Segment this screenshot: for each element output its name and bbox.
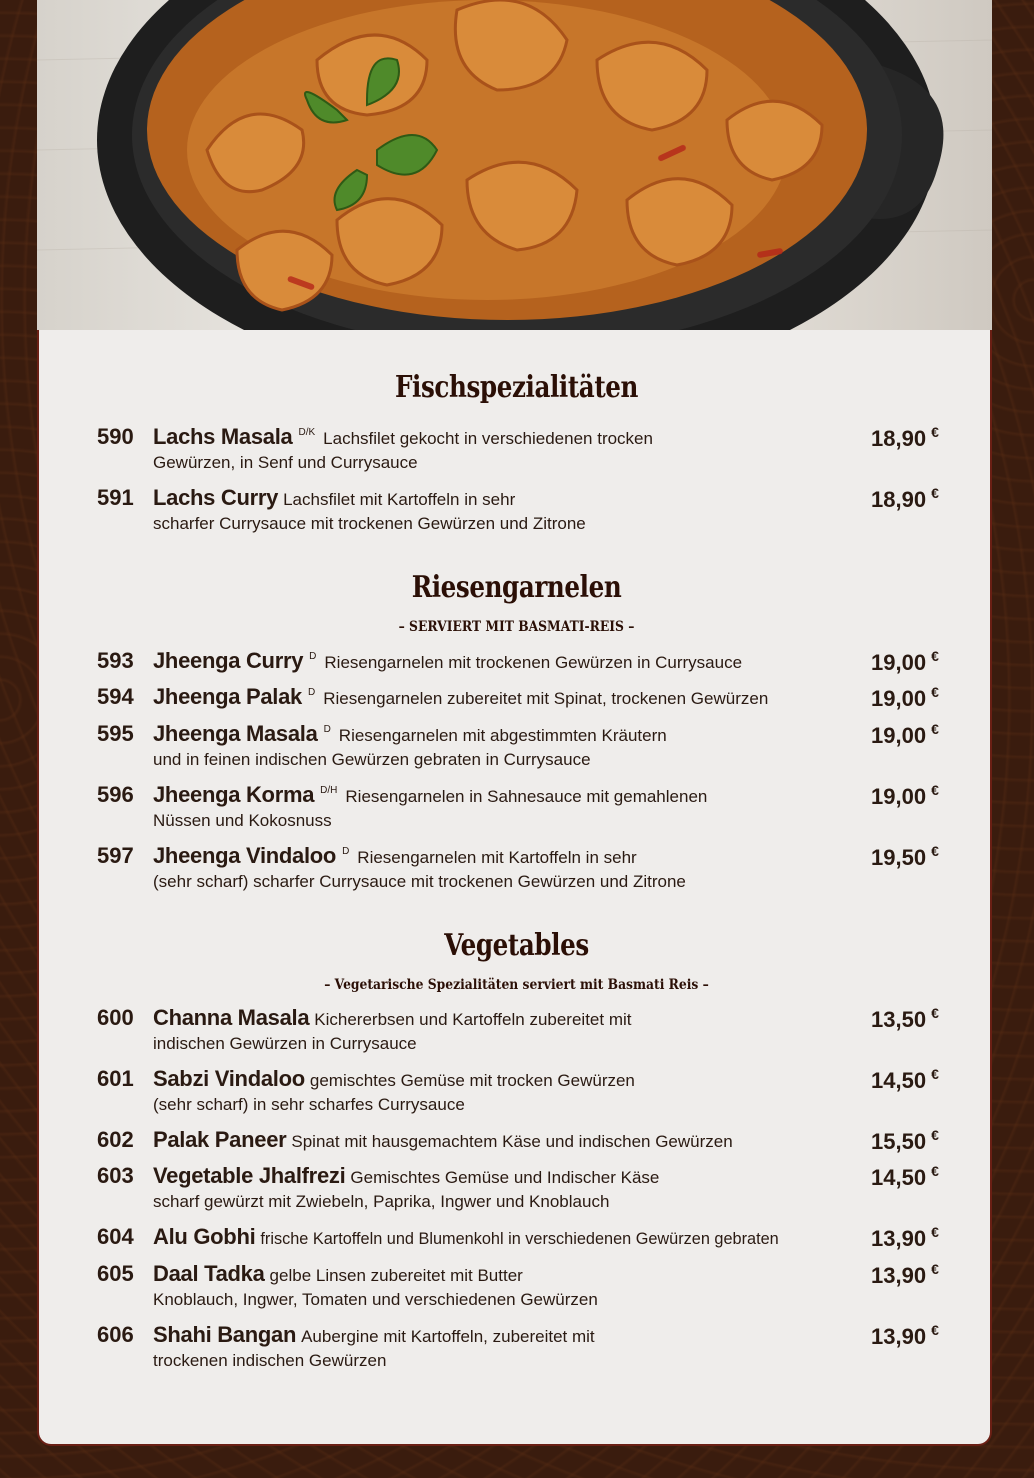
item-description: Riesengarnelen mit trockenen Gewürzen in Currysauce [324,653,743,672]
item-description: Riesengarnelen zubereitet mit Spinat, trockenen Gewürzen [323,689,769,708]
currency-symbol: € [931,1224,939,1240]
item-description-cont: (sehr scharf) scharfer Currysauce mit trockenen Gewürzen und Zitrone [153,872,686,891]
currency-symbol: € [931,1322,939,1338]
item-description: Lachsfilet mit Kartoffeln in sehr [283,490,516,509]
currency-symbol: € [931,648,939,664]
section-subtitle-prawns: – SERVIERT MIT BASMATI-REIS – [398,619,635,635]
currency-symbol: € [931,782,939,798]
item-description-cont: trockenen indischen Gewürzen [153,1351,387,1370]
allergen-tag: D/K [298,427,316,438]
item-price: 13,90 € [871,1322,939,1349]
item-description: Gemischtes Gemüse und Indischer Käse [350,1168,660,1187]
item-name: Daal Tadka [153,1261,265,1286]
item-description: Riesengarnelen in Sahnesauce mit gemahlenen [345,787,708,806]
currency-symbol: € [931,485,939,501]
currency-symbol: € [931,721,939,737]
item-name: Lachs Curry [153,485,279,510]
allergen-tag: D/H [320,785,338,796]
item-description: Kichererbsen und Kartoffeln zubereitet mit [314,1010,632,1029]
currency-symbol: € [931,1261,939,1277]
item-number: 594 [97,684,134,709]
item-description: frische Kartoffeln und Blumenkohl in verschiedenen Gewürzen gebraten [260,1230,779,1248]
item-description-cont: und in feinen indischen Gewürzen gebraten in Currysauce [153,750,591,769]
item-description-cont: Knoblauch, Ingwer, Tomaten und verschiedenen Gewürzen [153,1290,598,1309]
item-description-cont: Gewürzen, in Senf und Currysauce [153,453,418,472]
section-title-prawns: Riesengarnelen [411,570,622,605]
item-price: 14,50 € [871,1066,939,1093]
item-description: Riesengarnelen mit abgestimmten Kräutern [338,726,667,745]
item-name: Vegetable Jhalfrezi [153,1163,346,1188]
section-title-fish: Fischspezialitäten [394,370,639,405]
currency-symbol: € [931,1127,939,1143]
section-title-vegetables: Vegetables [444,928,589,963]
dish-photo [37,0,992,330]
item-name: Shahi Bangan [153,1322,297,1347]
item-description-cont: Nüssen und Kokosnuss [153,811,332,830]
item-number: 601 [97,1066,134,1091]
currency-symbol: € [931,424,939,440]
item-number: 604 [97,1224,134,1249]
item-name: Channa Masala [153,1005,310,1030]
item-description: gelbe Linsen zubereitet mit Butter [269,1266,523,1285]
item-price: 19,00 € [871,782,939,809]
item-name: Jheenga Curry [153,648,304,673]
item-name: Alu Gobhi [153,1224,256,1249]
item-price: 19,50 € [871,843,939,870]
currency-symbol: € [931,843,939,859]
item-name: Jheenga Korma [153,782,315,807]
allergen-tag: D [307,687,316,698]
item-number: 606 [97,1322,134,1347]
item-description-cont: (sehr scharf) in sehr scharfes Currysauce [153,1095,465,1114]
item-number: 595 [97,721,134,746]
item-name: Palak Paneer [153,1127,287,1152]
allergen-tag: D [323,724,331,735]
item-price: 15,50 € [871,1127,939,1154]
item-description-cont: scharfer Currysauce mit trockenen Gewürzen und Zitrone [153,514,586,533]
item-number: 596 [97,782,134,807]
item-price: 19,00 € [871,721,939,748]
item-number: 602 [97,1127,134,1152]
allergen-tag: D [309,651,317,662]
item-name: Jheenga Masala [153,721,318,746]
item-number: 590 [97,424,134,449]
item-name: Lachs Masala [153,424,293,449]
allergen-tag: D [342,846,350,857]
currency-symbol: € [931,1005,939,1021]
section-subtitle-vegetables: – Vegetarische Spezialitäten serviert mit Basmati Reis – [324,977,709,993]
item-number: 603 [97,1163,134,1188]
item-price: 13,90 € [871,1224,939,1251]
item-name: Jheenga Vindaloo [153,843,337,868]
item-description: Lachsfilet gekocht in verschiedenen trocken [323,429,653,448]
item-description: Spinat mit hausgemachtem Käse und indischen Gewürzen [291,1132,733,1151]
item-price: 13,90 € [871,1261,939,1288]
item-description: gemischtes Gemüse mit trocken Gewürzen [309,1071,635,1090]
currency-symbol: € [931,1163,939,1179]
item-description: Aubergine mit Kartoffeln, zubereitet mit [301,1327,595,1346]
menu-card [37,330,992,1446]
item-price: 14,50 € [871,1163,939,1190]
item-price: 13,50 € [871,1005,939,1032]
item-name: Sabzi Vindaloo [153,1066,305,1091]
item-name: Jheenga Palak [153,684,302,709]
item-number: 593 [97,648,134,673]
item-number: 600 [97,1005,134,1030]
item-number: 597 [97,843,134,868]
item-description-cont: indischen Gewürzen in Currysauce [153,1034,417,1053]
item-price: 18,90 € [871,485,939,512]
currency-symbol: € [931,684,939,700]
item-price: 18,90 € [871,424,939,451]
item-price: 19,00 € [871,684,939,711]
item-number: 591 [97,485,134,510]
item-price: 19,00 € [871,648,939,675]
currency-symbol: € [931,1066,939,1082]
item-description: Riesengarnelen mit Kartoffeln in sehr [357,848,637,867]
item-description-cont: scharf gewürzt mit Zwiebeln, Paprika, Ingwer und Knoblauch [153,1192,610,1211]
item-number: 605 [97,1261,134,1286]
